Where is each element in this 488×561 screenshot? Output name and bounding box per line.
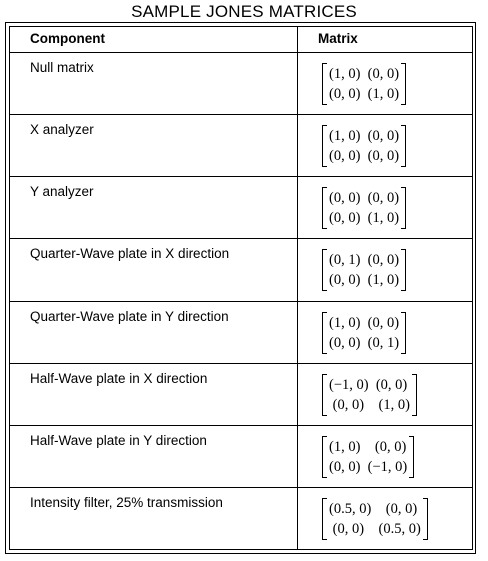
matrix-row: (0, 0) (0.5, 0) (329, 520, 421, 537)
component-name: Half-Wave plate in Y direction (10, 425, 298, 487)
component-name: Intensity filter, 25% transmission (10, 487, 298, 549)
jones-matrix (322, 312, 406, 354)
matrix-cell (298, 425, 473, 487)
right-bracket (401, 63, 406, 105)
component-name: X analyzer (10, 115, 298, 177)
right-bracket (412, 374, 417, 416)
component-name: Y analyzer (10, 177, 298, 239)
table-header-row (10, 27, 473, 53)
right-bracket (401, 125, 406, 167)
right-bracket (409, 436, 414, 478)
matrix-cell (298, 363, 473, 425)
table-row (10, 425, 473, 487)
jones-matrix (322, 374, 417, 416)
table-row (10, 487, 473, 549)
matrix-row: (1, 0) (0, 0) (329, 66, 400, 82)
matrix-row: (0.5, 0) (0, 0) (329, 500, 418, 517)
right-bracket (423, 498, 428, 540)
matrix-cell (298, 53, 473, 115)
matrix-row: (0, 1) (0, 0) (329, 252, 400, 269)
matrix-cell (298, 239, 473, 301)
matrix-row: (0, 0) (1, 0) (329, 210, 400, 227)
jones-matrix (322, 436, 414, 478)
table-row (10, 115, 473, 177)
component-name: Quarter-Wave plate in X direction (10, 239, 298, 301)
component-name: Half-Wave plate in X direction (10, 363, 298, 425)
matrix-row: (0, 0) (0, 1) (329, 334, 400, 351)
jones-matrices-table (9, 26, 473, 550)
right-bracket (401, 187, 406, 229)
jones-matrix (322, 187, 406, 229)
component-name: Null matrix (10, 53, 298, 115)
jones-matrix (322, 498, 428, 540)
table-row (10, 363, 473, 425)
table-row (10, 53, 473, 115)
matrix-row: (0, 0) (1, 0) (329, 396, 410, 413)
matrix-row: (0, 0) (0, 0) (329, 190, 400, 207)
page-title: SAMPLE JONES MATRICES (131, 2, 357, 21)
matrix-row: (0, 0) (−1, 0) (329, 458, 408, 475)
table-row (10, 301, 473, 363)
component-name: Quarter-Wave plate in Y direction (10, 301, 298, 363)
jones-matrix (322, 249, 406, 291)
matrix-row: (1, 0) (0, 0) (329, 314, 400, 331)
matrix-row: (0, 0) (1, 0) (329, 86, 400, 102)
matrix-row: (−1, 0) (0, 0) (329, 376, 408, 393)
table-row (10, 239, 473, 301)
jones-matrix (322, 125, 406, 167)
jones-matrix (322, 63, 406, 105)
jones-matrices-table-frame (5, 22, 476, 554)
matrix-row: (1, 0) (0, 0) (329, 438, 407, 455)
matrix-cell (298, 177, 473, 239)
right-bracket (401, 312, 406, 354)
header-component: Component (10, 27, 298, 53)
matrix-cell (298, 487, 473, 549)
matrix-cell (298, 301, 473, 363)
matrix-row: (1, 0) (0, 0) (329, 128, 400, 145)
right-bracket (401, 249, 406, 291)
matrix-cell (298, 115, 473, 177)
table-row (10, 177, 473, 239)
header-matrix: Matrix (298, 27, 473, 53)
matrix-row: (0, 0) (0, 0) (329, 148, 400, 165)
matrix-row: (0, 0) (1, 0) (329, 272, 400, 289)
